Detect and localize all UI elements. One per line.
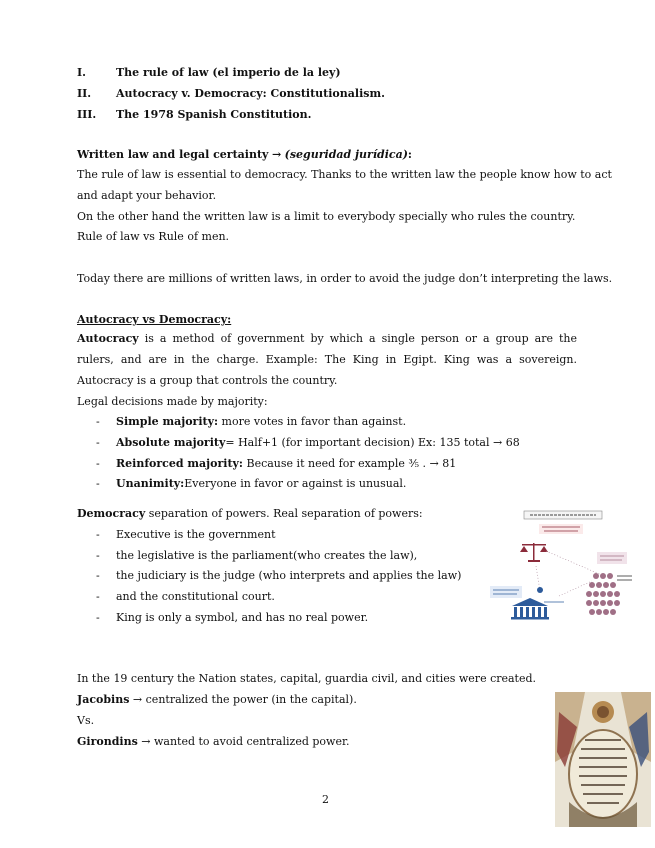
list-item: Simple majority: more votes in favor than against. (116, 415, 407, 428)
vs-line: Vs. (77, 714, 95, 727)
outline-num-2: II. (77, 87, 92, 100)
autocracy-heading: Autocracy vs Democracy: (77, 313, 232, 326)
outline-item-3: The 1978 Spanish Constitution. (116, 108, 312, 121)
written-law-p5: Today there are millions of written laws, in order to avoid the judge don’t interpreting the laws. (77, 272, 613, 285)
nineteenth-century-p1: In the 19 century the Nation states, capital, guardia civil, and cities were created. (77, 672, 537, 685)
democracy-intro: Democracy separation of powers. Real separation of powers: (77, 507, 423, 520)
written-law-p3: On the other hand the written law is a limit to everybody specially who rules the country. (77, 210, 576, 223)
list-item: the judiciary is the judge (who interprets and applies the law) (116, 569, 462, 582)
scales-icon (520, 543, 548, 562)
jacobins-line: Jacobins → centralized the power (in the capital). (77, 693, 357, 706)
list-item: Reinforced majority: Because it need for example ⅗ . → 81 (116, 457, 457, 470)
legislative-label-box (597, 552, 627, 564)
list-item: and the constitutional court. (116, 590, 275, 603)
outline-item-2: Autocracy v. Democracy: Constitutionalism. (116, 87, 385, 100)
written-law-p1: The rule of law is essential to democracy. Thanks to the written law the people know how to act (77, 168, 612, 181)
outline-num-1: I. (77, 66, 86, 79)
list-item: King is only a symbol, and has no real power. (116, 611, 369, 624)
list-item: Unanimity:Everyone in favor or against is unusual. (116, 477, 407, 490)
written-law-p2: and adapt your behavior. (77, 189, 217, 202)
autocracy-definition: Autocracy is a method of government by which a single person or a group are the rulers, and are in the charge. Example: The King in Egipt. King was a sovereign. Autocracy is a group that controls the country. (77, 332, 577, 387)
historical-poster-image (555, 692, 651, 827)
written-law-p4: Rule of law vs Rule of men. (77, 230, 230, 243)
outline-num-3: III. (77, 108, 97, 121)
executive-label-box (490, 586, 522, 598)
list-item: Absolute majority= Half+1 (for important decision) Ex: 135 total → 68 (116, 436, 520, 449)
page-number: 2 (322, 793, 329, 806)
separation-of-powers-diagram (484, 506, 634, 624)
written-law-heading: Written law and legal certainty → (seguridad jurídica): (77, 148, 412, 161)
judicial-label-box (539, 524, 583, 534)
list-item: Executive is the government (116, 528, 276, 541)
legal-decisions-intro: Legal decisions made by majority: (77, 395, 268, 408)
outline-item-1: The rule of law (el imperio de la ley) (116, 66, 341, 79)
list-item: the legislative is the parliament(who creates the law), (116, 549, 418, 562)
girondins-line: Girondins → wanted to avoid centralized power. (77, 735, 350, 748)
parliament-icon (586, 573, 620, 615)
